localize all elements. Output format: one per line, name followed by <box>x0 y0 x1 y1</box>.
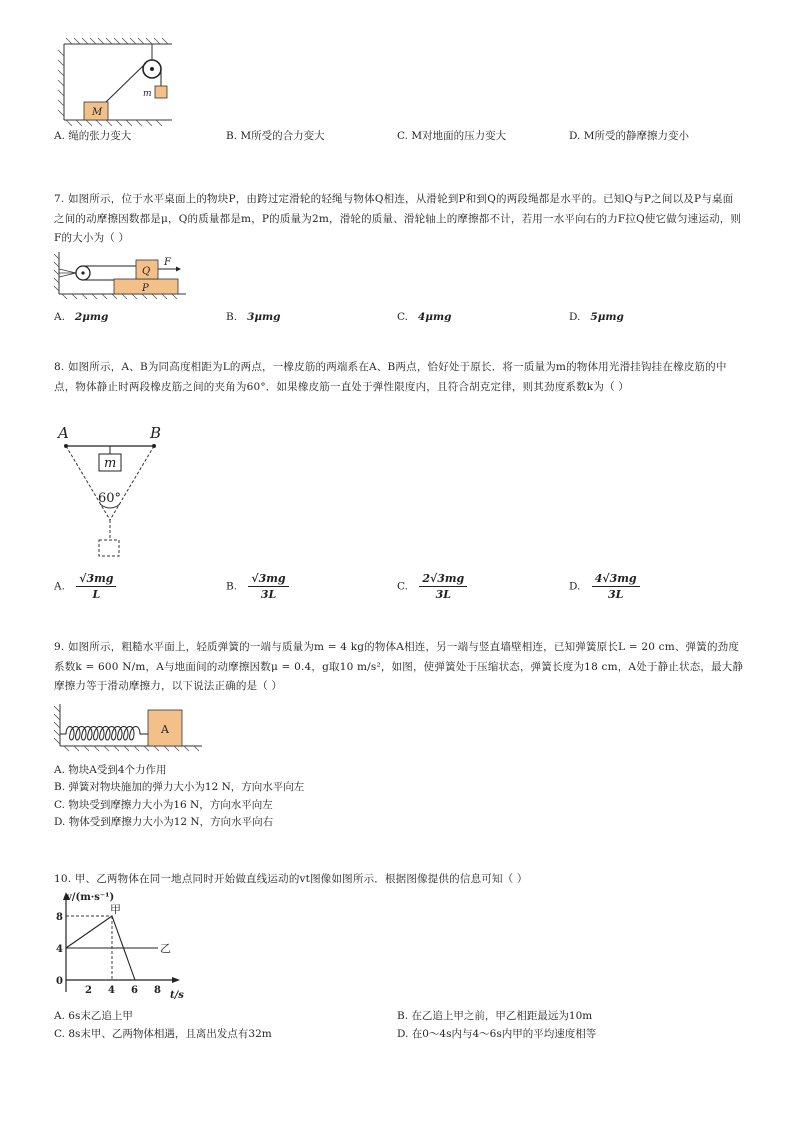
q8-option-b-letter: B. <box>226 580 238 593</box>
q7-label-Q: Q <box>142 266 151 277</box>
q7-option-c-letter: C. <box>397 311 408 323</box>
q8-option-b[interactable] <box>226 572 289 601</box>
q8-hanging-mass-outline <box>99 540 119 556</box>
q7-text: 7. 如图所示，位于水平桌面上的物块P，由跨过定滑轮的轻绳与物体Q相连，从滑轮到P和到Q的两段绳都是水平的。已知Q与P之间以及P与桌面之间的动摩擦因数都是μ，Q的质量都是m，P的质量为2m，滑轮的质量、滑轮轴上的摩擦都不计，若用一水平向右的力F拉Q使它做匀速运动，则F的大小为（ ） <box>54 193 742 244</box>
q10-x-axis-arrow <box>172 977 180 983</box>
q9-option-b[interactable]: B. 弹簧对物块施加的弹力大小为12 N，方向水平向左 <box>54 781 305 793</box>
q7-option-d-value: 5μmg <box>590 311 624 323</box>
q7-option-c-value: 4μmg <box>418 311 452 323</box>
q9-option-c[interactable]: C. 物块受到摩擦力大小为16 N，方向水平向左 <box>54 799 273 811</box>
q8-option-c-fraction <box>419 572 467 601</box>
q8-option-c[interactable] <box>397 572 467 601</box>
q10-option-d[interactable]: D. 在0～4s内与4～6s内甲的平均速度相等 <box>397 1028 597 1040</box>
q10-x-tick-label: 2 <box>85 985 92 996</box>
q9-label-A: A <box>161 723 169 736</box>
q7-option-b-letter: B. <box>226 311 238 323</box>
q8-option-d-letter: D. <box>569 580 581 593</box>
q10-vt-chart <box>54 888 194 1000</box>
q8-label-angle: 60° <box>98 491 122 506</box>
q9-option-d[interactable]: D. 物体受到摩擦力大小为12 N，方向水平向右 <box>54 816 274 828</box>
q10-x-tick-label: 4 <box>108 985 115 996</box>
q8-option-d-denominator: 3L <box>607 588 624 601</box>
q10-option-b[interactable]: B. 在乙追上甲之前，甲乙相距最远为10m <box>397 1010 593 1022</box>
q8-option-c-denominator: 3L <box>435 588 451 601</box>
q7-option-d-letter: D. <box>569 311 581 323</box>
q8-text: 8. 如图所示，A、B为同高度相距为L的两点，一橡皮筋的两端系在A、B两点，恰好处于原长．将一质量为m的物体用光滑挂钩挂在橡皮筋的中点，物体静止时两段橡皮筋之间的夹角为60°．如果橡皮筋一直处于弹性限度内，且符合胡克定律，则其劲度系数k为（ ） <box>54 361 727 393</box>
q8-option-c-numerator: 2√3mg <box>419 572 467 587</box>
q7-option-d[interactable] <box>569 311 624 323</box>
q7-option-a-value: 2μmg <box>74 311 109 323</box>
q8-label-A: A <box>58 424 69 442</box>
q8-option-a[interactable] <box>54 572 116 601</box>
q8-label-B: B <box>150 424 162 442</box>
q7-option-a[interactable] <box>54 311 108 323</box>
q8-option-d-fraction <box>592 572 640 601</box>
q9-text: 9. 如图所示，粗糙水平面上，轻质弹簧的一端与质量为m = 4 kg的物体A相连，另一端与竖直墙壁相连，已知弹簧原长L = 20 cm、弹簧的劲度系数k = 600 N/m，A与地面间的动摩擦因数μ = 0.4，g取10 m/s²，如图，使弹簧处于压缩状态，弹簧长度为18 cm，A处于静止状态，最大静摩擦力等于滑动摩擦力，以下说法正确的是（ ） <box>54 641 744 692</box>
q7-figure <box>54 250 194 300</box>
q8-option-a-fraction <box>76 572 116 601</box>
q7-option-b[interactable] <box>226 311 281 323</box>
q10-series-label-1: 甲 <box>110 903 121 916</box>
q6-figure <box>54 36 184 126</box>
q8-label-m: m <box>104 456 117 471</box>
q8-option-b-numerator: √3mg <box>248 572 288 587</box>
q6-option-d[interactable]: D. M所受的静摩擦力变小 <box>569 130 689 142</box>
q9-option-a[interactable]: A. 物块A受到4个力作用 <box>54 764 167 776</box>
q7-option-a-letter: A. <box>54 311 65 323</box>
q6-option-c[interactable]: C. M对地面的压力变大 <box>397 130 507 142</box>
q10-series-label-2: 乙 <box>160 942 171 955</box>
q10-y-tick-label: 4 <box>56 944 63 955</box>
q7-label-F: F <box>164 257 171 268</box>
q10-x-axis-label: t/s <box>170 990 184 1000</box>
q10-y-tick-label: 8 <box>56 912 63 923</box>
q8-option-c-letter: C. <box>397 580 408 593</box>
q8-figure <box>54 420 174 560</box>
q7-option-b-value: 3μmg <box>247 311 281 323</box>
q10-text: 10. 甲、乙两物体在同一地点同时开始做直线运动的vt图像如图所示．根据图像提供的信息可知（ ） <box>54 873 528 885</box>
q8-option-b-denominator: 3L <box>260 588 277 601</box>
q10-option-a[interactable]: A. 6s末乙追上甲 <box>54 1010 133 1022</box>
q10-x-tick-label: 8 <box>154 985 161 996</box>
q10-x-tick-label: 6 <box>131 985 138 996</box>
q8-option-a-numerator: √3mg <box>76 572 116 587</box>
q6-label-m: m <box>143 89 152 99</box>
q8-option-b-fraction <box>248 572 288 601</box>
q6-option-b[interactable]: B. M所受的合力变大 <box>226 130 325 142</box>
q6-label-M: M <box>92 107 103 118</box>
q6-option-a[interactable]: A. 绳的张力变大 <box>54 130 132 142</box>
q9-spring <box>60 727 148 741</box>
q10-option-c[interactable]: C. 8s末甲、乙两物体相遇，且离出发点有32m <box>54 1028 272 1040</box>
q10-y-tick-label: 0 <box>56 976 63 987</box>
q8-option-a-letter: A. <box>54 580 65 593</box>
q8-option-d-numerator: 4√3mg <box>592 572 640 587</box>
q7-label-P: P <box>142 283 149 294</box>
q7-option-c[interactable] <box>397 311 451 323</box>
q10-y-axis-label: v/(m·s⁻¹) <box>66 892 115 903</box>
q9-figure <box>54 702 206 752</box>
q8-option-a-denominator: L <box>92 588 101 601</box>
q8-option-d[interactable] <box>569 572 640 601</box>
q6-block-m <box>155 86 167 98</box>
